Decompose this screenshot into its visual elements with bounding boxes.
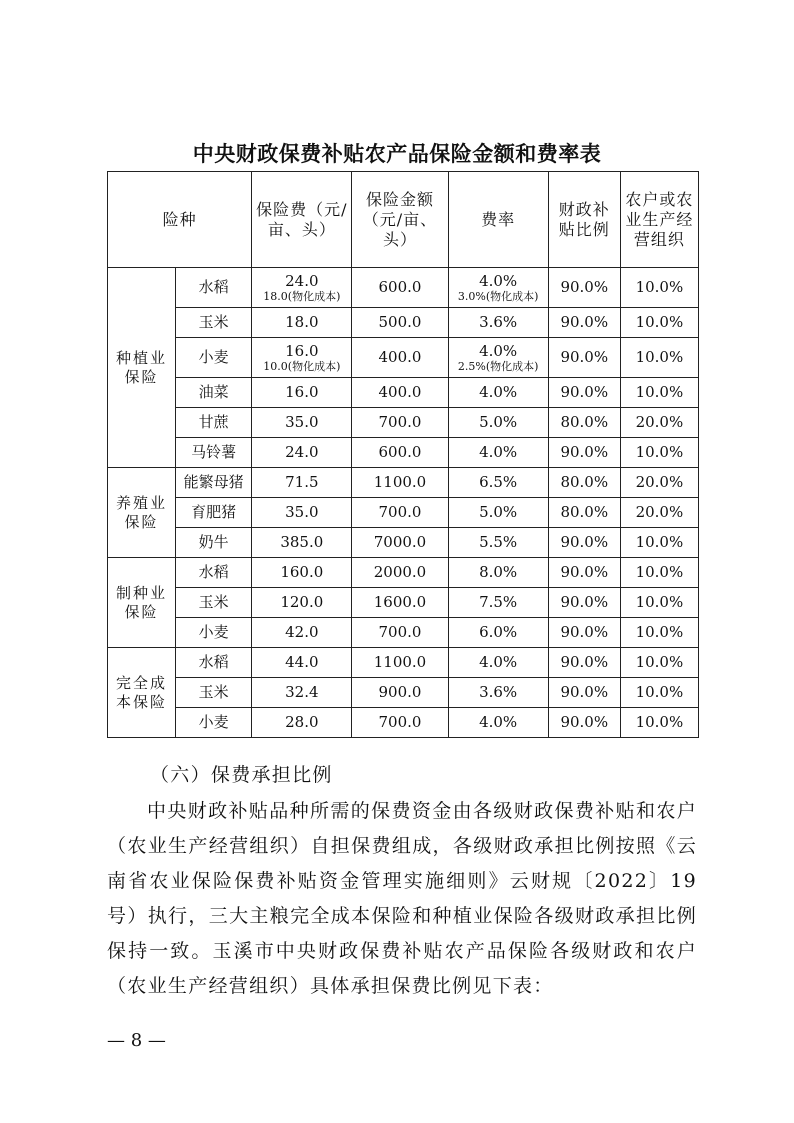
premium-cell: 18.0 — [252, 308, 352, 338]
premium-cell: 42.0 — [252, 618, 352, 648]
page-number: — 8 — — [107, 1030, 166, 1051]
farmer-ratio-cell: 20.0% — [620, 498, 698, 528]
premium-cell: 24.0 — [252, 438, 352, 468]
section-heading: （六）保费承担比例 — [150, 764, 333, 786]
premium-cell-note: 10.0(物化成本) — [263, 359, 341, 373]
rate-cell: 8.0% — [448, 558, 548, 588]
fiscal-ratio-cell: 90.0% — [548, 558, 620, 588]
crop-cell: 玉米 — [176, 588, 252, 618]
rate-cell-value: 4.0% — [479, 342, 518, 361]
table-row — [108, 678, 699, 708]
farmer-ratio-cell: 10.0% — [620, 438, 698, 468]
farmer-ratio-cell: 10.0% — [620, 308, 698, 338]
rate-cell: 6.5% — [448, 468, 548, 498]
rate-cell: 3.6% — [448, 308, 548, 338]
premium-cell: 120.0 — [252, 588, 352, 618]
amount-cell: 700.0 — [352, 498, 448, 528]
table-row — [108, 708, 699, 738]
category-cell: 养殖业保险 — [108, 468, 176, 558]
crop-cell: 油菜 — [176, 378, 252, 408]
rate-cell-note: 2.5%(物化成本) — [457, 359, 539, 373]
premium-cell-value: 24.0 — [285, 272, 319, 291]
premium-cell: 44.0 — [252, 648, 352, 678]
amount-cell: 600.0 — [352, 268, 448, 308]
table-row — [108, 468, 699, 498]
amount-cell: 600.0 — [352, 438, 448, 468]
table-row — [108, 588, 699, 618]
header-kind: 险种 — [108, 172, 252, 268]
amount-cell: 700.0 — [352, 408, 448, 438]
farmer-ratio-cell: 10.0% — [620, 528, 698, 558]
premium-cell: 32.4 — [252, 678, 352, 708]
crop-cell: 水稻 — [176, 648, 252, 678]
fiscal-ratio-cell: 90.0% — [548, 588, 620, 618]
crop-cell: 玉米 — [176, 308, 252, 338]
table-row — [108, 338, 699, 378]
crop-cell: 水稻 — [176, 558, 252, 588]
farmer-ratio-cell: 10.0% — [620, 678, 698, 708]
amount-cell: 700.0 — [352, 708, 448, 738]
fiscal-ratio-cell: 90.0% — [548, 678, 620, 708]
premium-cell-value: 16.0 — [285, 342, 319, 361]
farmer-ratio-cell: 10.0% — [620, 558, 698, 588]
fiscal-ratio-cell: 90.0% — [548, 528, 620, 558]
table-title: 中央财政保费补贴农产品保险金额和费率表 — [192, 141, 602, 166]
table-row — [108, 308, 699, 338]
header-fiscal-ratio: 财政补贴比例 — [548, 172, 620, 268]
farmer-ratio-cell: 10.0% — [620, 588, 698, 618]
premium-cell: 16.0 — [252, 378, 352, 408]
fiscal-ratio-cell: 90.0% — [548, 618, 620, 648]
rate-cell: 4.0% — [448, 708, 548, 738]
crop-cell: 奶牛 — [176, 528, 252, 558]
fiscal-ratio-cell: 90.0% — [548, 268, 620, 308]
premium-cell: 28.0 — [252, 708, 352, 738]
fiscal-ratio-cell: 80.0% — [548, 498, 620, 528]
farmer-ratio-cell: 10.0% — [620, 708, 698, 738]
table-row — [108, 438, 699, 468]
crop-cell: 水稻 — [176, 268, 252, 308]
rate-cell: 6.0% — [448, 618, 548, 648]
rate-cell: 7.5% — [448, 588, 548, 618]
category-cell: 制种业保险 — [108, 558, 176, 648]
rate-cell — [448, 268, 548, 308]
crop-cell: 马铃薯 — [176, 438, 252, 468]
table-row — [108, 498, 699, 528]
table-row — [108, 268, 699, 308]
body-paragraph: 中央财政补贴品种所需的保费资金由各级财政保费补贴和农户（农业生产经营组织）自担保费组成，各级财政承担比例按照《云南省农业保险保费补贴资金管理实施细则》云财规〔2022〕19号）执行，三大主粮完全成本保险和种植业保险各级财政承担比例保持一致。玉溪市中央财政保费补贴农产品保险各级财政和农户（农业生产经营组织）具体承担保费比例见下表： — [107, 800, 697, 997]
farmer-ratio-cell: 10.0% — [620, 648, 698, 678]
farmer-ratio-cell: 20.0% — [620, 468, 698, 498]
crop-cell: 育肥猪 — [176, 498, 252, 528]
premium-cell: 71.5 — [252, 468, 352, 498]
table-row — [108, 558, 699, 588]
header-amount: 保险金额（元/亩、头） — [352, 172, 448, 268]
crop-cell: 小麦 — [176, 338, 252, 378]
amount-cell: 400.0 — [352, 378, 448, 408]
premium-cell: 35.0 — [252, 498, 352, 528]
premium-cell — [252, 338, 352, 378]
crop-cell: 小麦 — [176, 618, 252, 648]
crop-cell: 甘蔗 — [176, 408, 252, 438]
amount-cell: 1100.0 — [352, 648, 448, 678]
amount-cell: 1100.0 — [352, 468, 448, 498]
premium-cell: 35.0 — [252, 408, 352, 438]
rate-cell-note: 3.0%(物化成本) — [457, 289, 539, 303]
table-row — [108, 618, 699, 648]
fiscal-ratio-cell: 90.0% — [548, 648, 620, 678]
table-header-row — [108, 172, 699, 268]
category-cell: 种植业保险 — [108, 268, 176, 468]
rate-cell: 5.0% — [448, 498, 548, 528]
amount-cell: 400.0 — [352, 338, 448, 378]
farmer-ratio-cell: 10.0% — [620, 618, 698, 648]
amount-cell: 7000.0 — [352, 528, 448, 558]
crop-cell: 小麦 — [176, 708, 252, 738]
insurance-rate-table — [107, 171, 699, 738]
amount-cell: 2000.0 — [352, 558, 448, 588]
fiscal-ratio-cell: 80.0% — [548, 468, 620, 498]
crop-cell: 玉米 — [176, 678, 252, 708]
rate-cell: 3.6% — [448, 678, 548, 708]
rate-cell-value: 4.0% — [479, 272, 518, 291]
header-farmer-ratio: 农户或农业生产经营组织 — [620, 172, 698, 268]
fiscal-ratio-cell: 90.0% — [548, 338, 620, 378]
amount-cell: 1600.0 — [352, 588, 448, 618]
fiscal-ratio-cell: 90.0% — [548, 708, 620, 738]
table-body — [108, 268, 699, 738]
category-cell: 完全成本保险 — [108, 648, 176, 738]
table-row — [108, 648, 699, 678]
crop-cell: 能繁母猪 — [176, 468, 252, 498]
fiscal-ratio-cell: 90.0% — [548, 438, 620, 468]
fiscal-ratio-cell: 90.0% — [548, 378, 620, 408]
table-row — [108, 378, 699, 408]
rate-cell: 5.0% — [448, 408, 548, 438]
rate-cell — [448, 338, 548, 378]
table-row — [108, 408, 699, 438]
rate-cell: 4.0% — [448, 378, 548, 408]
rate-cell: 5.5% — [448, 528, 548, 558]
rate-cell: 4.0% — [448, 648, 548, 678]
premium-cell — [252, 268, 352, 308]
rate-cell: 4.0% — [448, 438, 548, 468]
fiscal-ratio-cell: 90.0% — [548, 308, 620, 338]
table-row — [108, 528, 699, 558]
amount-cell: 700.0 — [352, 618, 448, 648]
header-rate: 费率 — [448, 172, 548, 268]
premium-cell-note: 18.0(物化成本) — [263, 289, 341, 303]
fiscal-ratio-cell: 80.0% — [548, 408, 620, 438]
header-premium: 保险费（元/亩、头） — [252, 172, 352, 268]
amount-cell: 900.0 — [352, 678, 448, 708]
farmer-ratio-cell: 10.0% — [620, 338, 698, 378]
premium-cell: 160.0 — [252, 558, 352, 588]
farmer-ratio-cell: 10.0% — [620, 378, 698, 408]
farmer-ratio-cell: 20.0% — [620, 408, 698, 438]
amount-cell: 500.0 — [352, 308, 448, 338]
farmer-ratio-cell: 10.0% — [620, 268, 698, 308]
premium-cell: 385.0 — [252, 528, 352, 558]
